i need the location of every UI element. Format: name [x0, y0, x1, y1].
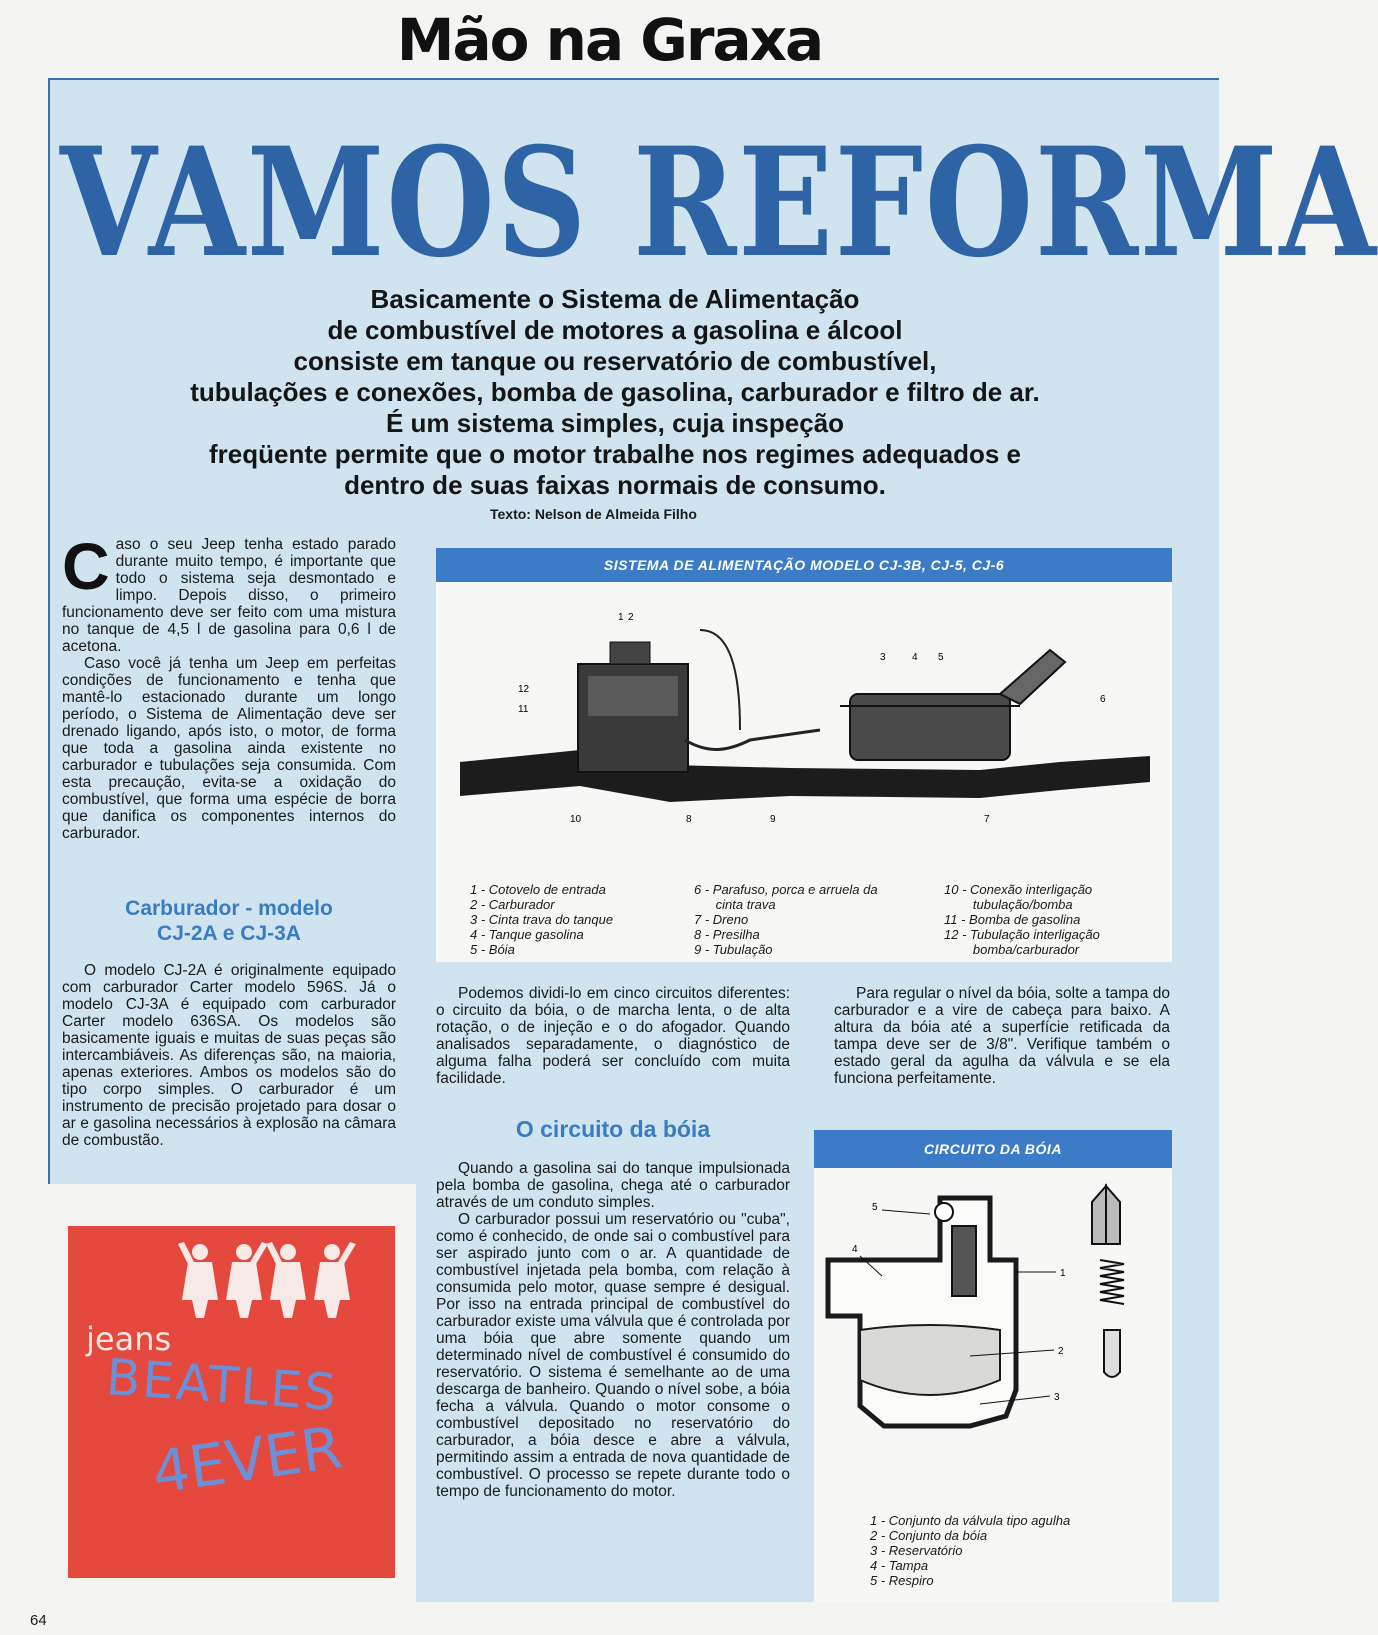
section-title: Mão na Graxa [396, 6, 823, 74]
figure-2-title: CIRCUITO DA BÓIA [814, 1130, 1172, 1168]
figure-1-legend-c [944, 882, 1164, 957]
legend-item: 3 - Reservatório [870, 1543, 963, 1558]
legend-item: 7 - Dreno [694, 912, 749, 927]
fuel-tank [850, 694, 1010, 760]
float [860, 1325, 1000, 1395]
legend-item: tubulação/bomba [944, 897, 1073, 912]
callout: 4 [912, 652, 918, 663]
needle-valve [952, 1226, 976, 1296]
beatles-ad[interactable] [68, 1226, 395, 1578]
vent-hole [935, 1203, 953, 1221]
deck-line: dentro de suas faixas normais de consumo. [344, 470, 886, 500]
legend-item: 4 - Tampa [870, 1558, 929, 1573]
callout: 2 [1058, 1346, 1064, 1357]
float-circuit-diagram [820, 1180, 1170, 1480]
page-number: 64 [30, 1612, 47, 1629]
legend-item: 12 - Tubulação interligação [944, 927, 1100, 942]
deck-line: freqüente permite que o motor trabalhe nos regimes adequados e [209, 439, 1021, 469]
legend-item: 11 - Bomba de gasolina [944, 912, 1081, 927]
callout: 1 [1060, 1268, 1066, 1279]
chassis-frame [460, 750, 1150, 802]
legend-item: 2 - Conjunto da bóia [870, 1528, 988, 1543]
callout: 2 [628, 612, 634, 623]
callout: 12 [518, 684, 530, 695]
band-silhouette-icon [178, 1240, 358, 1320]
paragraph: aso o seu Jeep tenha estado parado durante muito tempo, é importante que todo o sistema seja desmontado e limpo. Depois disso, o primeiro funcionamento deve ser feito com uma mistura no tanque de 4,5 l de gasolina para 0,6 l de acetona. [62, 536, 396, 655]
legend-item: 10 - Conexão interligação [944, 882, 1093, 897]
callout: 10 [570, 814, 582, 825]
callout: 11 [518, 704, 529, 715]
paragraph: O carburador possui um reservatório ou "cuba", como é conhecido, de onde sai o combustível para ser aspirado junto com o ar. A quantidade de combustível injetada pela bomba, com relação à consumida pelo motor, quase sempre é desigual. Por isso na entrada principal de combustível do carburador existe uma válvula que é controlada por uma bóia que abre somente quando um determinado nível de combustível é consumido do reservatório. O sistema é semelhante ao de uma descarga de banheiro. Quando o nível sobe, a bóia fecha a válvula. Quando o motor consome o combustível depositado no reservatório do carburador, a bóia desce e abre a válvula, permitindo assim a entrada de nova quantidade de combustível. O processo se repete durante todo o tempo de funcionamento do motor. [436, 1211, 790, 1500]
fuel-line [685, 730, 820, 749]
figure-1-legend-a [470, 882, 680, 957]
needle-part [1092, 1186, 1120, 1244]
callout: 3 [880, 652, 886, 663]
pin-part [1104, 1330, 1120, 1377]
spring-part [1100, 1260, 1124, 1304]
callout: 7 [984, 814, 990, 825]
paragraph: Quando a gasolina sai do tanque impulsionada pela bomba de gasolina, chega até o carburador através de um conduto simples. [436, 1160, 790, 1211]
legend-item: 6 - Parafuso, porca e arruela da [694, 882, 878, 897]
column-2-top [436, 985, 790, 1087]
callout: 3 [1054, 1392, 1060, 1403]
column-2-bottom [436, 1160, 790, 1500]
filler-neck [1000, 650, 1065, 704]
legend-item: 9 - Tubulação [694, 942, 773, 957]
legend-item: 2 - Carburador [470, 897, 555, 912]
callout: 5 [938, 652, 944, 663]
legend-item: 4 - Tanque gasolina [470, 927, 584, 942]
deck [150, 284, 1080, 501]
callout: 8 [686, 814, 692, 825]
figure-2-legend [870, 1513, 1170, 1588]
callout: 6 [1100, 694, 1106, 705]
deck-line: tubulações e conexões, bomba de gasolina, carburador e filtro de ar. [190, 377, 1040, 407]
ad-line-4ever: 4EVER [148, 1413, 346, 1507]
ad-line-jeans: jeans [86, 1320, 172, 1358]
column-3 [834, 985, 1170, 1087]
deck-line: de combustível de motores a gasolina e álcool [327, 315, 903, 345]
legend-item: 5 - Bóia [470, 942, 515, 957]
column-1-continued [62, 962, 396, 1149]
subhead-line: CJ-2A e CJ-3A [157, 922, 301, 945]
paragraph: Podemos dividi-lo em cinco circuitos diferentes: o circuito da bóia, o de marcha lenta, o de alta rotação, o de injeção e o do afogador. Quando analisados separadamente, o diagnóstico de alguma falha poderá ser concluído com muita facilidade. [436, 985, 790, 1087]
subhead-carburador [62, 896, 396, 946]
callout: 5 [872, 1202, 878, 1213]
fuel-system-diagram [460, 590, 1160, 860]
column-1 [62, 529, 396, 842]
callout: 1 [618, 612, 624, 623]
paragraph: Caso você já tenha um Jeep em perfeitas condições de funcionamento e tenha que mantê-lo estacionado durante um longo período, o Sistema de Alimentação deve ser drenado ligando, após isto, o motor, de forma que toda a gasolina ainda existente no carburador e tubulações seja consumida. Com esta precaução, evita-se a oxidação do combustível, que forma uma espécie de borra que danifica os componentes internos do carburador. [62, 655, 396, 842]
callout: 9 [770, 814, 776, 825]
legend-item: bomba/carburador [944, 942, 1080, 957]
paragraph: Para regular o nível da bóia, solte a tampa do carburador e a vire de cabeça para baixo. A altura da bóia até a superfície retificada da tampa deve ser de 3/8". Verifique também o estado geral da agulha da válvula e se ela funciona perfeitamente. [834, 985, 1170, 1087]
headline: VAMOS REFORMA [60, 115, 1378, 291]
legend-item: 3 - Cinta trava do tanque [470, 912, 614, 927]
legend-item: 1 - Cotovelo de entrada [470, 882, 606, 897]
figure-1-legend-b [694, 882, 924, 957]
legend-item: 1 - Conjunto da válvula tipo agulha [870, 1513, 1071, 1528]
deck-line: É um sistema simples, cuja inspeção [385, 408, 845, 438]
callout: 4 [852, 1244, 858, 1255]
byline: Texto: Nelson de Almeida Filho [490, 506, 697, 522]
figure-1-title: SISTEMA DE ALIMENTAÇÃO MODELO CJ-3B, CJ-5, CJ-6 [436, 548, 1172, 582]
deck-line: consiste em tanque ou reservatório de combustível, [293, 346, 937, 376]
subhead-line: Carburador - modelo [125, 897, 333, 920]
deck-line: Basicamente o Sistema de Alimentação [370, 284, 860, 314]
subhead-circuito-boia: O circuito da bóia [515, 1116, 711, 1142]
drop-cap: C [62, 529, 110, 603]
legend-item: 5 - Respiro [870, 1573, 934, 1588]
paragraph: O modelo CJ-2A é originalmente equipado com carburador Carter modelo 596S. Já o modelo CJ-3A é equipado com carburador Carter modelo 636SA. Os modelos são basicamente iguais e muitas de suas peças são intercambiáveis. As diferenças são, na maioria, apenas exteriores. Ambos os modelos são do tipo corpo simples. O carburador é um instrumento de precisão projetado para dosar o ar e gasolina necessários à explosão na câmara de combustão. [62, 962, 396, 1149]
legend-item: 8 - Presilha [694, 927, 760, 942]
ad-line-beatles: BEATLES [104, 1347, 340, 1423]
legend-item: cinta trava [694, 897, 776, 912]
